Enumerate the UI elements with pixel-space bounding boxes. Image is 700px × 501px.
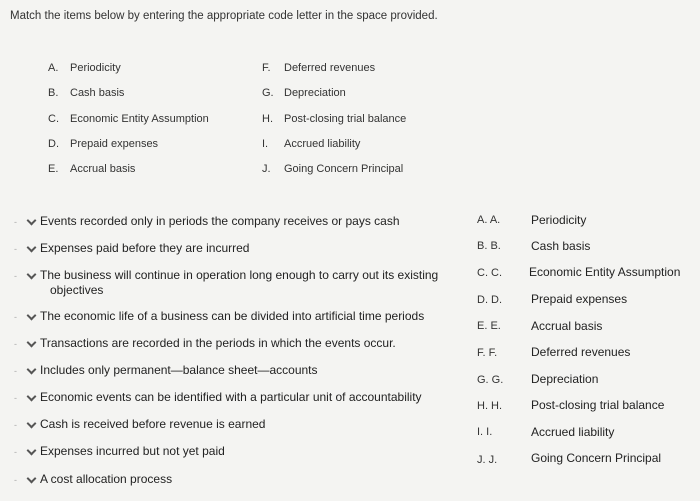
term-code: I. [262, 138, 269, 150]
answer-code: J. J. [477, 454, 498, 466]
chevron-down-icon [27, 364, 37, 374]
answer-code: A. A. [477, 214, 501, 226]
answer-description: Deferred revenues [531, 345, 631, 359]
answer-code: H. H. [477, 400, 503, 412]
statement-text: The business will continue in operation long enough to carry out its existing [40, 268, 439, 282]
answer-code: I. I. [477, 426, 493, 438]
answer-description: Post-closing trial balance [531, 398, 665, 412]
chevron-down-icon [27, 215, 37, 225]
answer-dropdown[interactable]: - [14, 365, 38, 377]
statement-row-8 [14, 417, 265, 431]
answer-dropdown[interactable]: - [14, 311, 38, 323]
statement-text: The economic life of a business can be divided into artificial time periods [40, 309, 425, 323]
chevron-down-icon [27, 445, 37, 455]
term-a [48, 62, 121, 74]
term-code: H. [262, 113, 273, 125]
statement-row-5 [14, 336, 396, 350]
answer-description: Periodicity [531, 213, 587, 227]
term-code: D. [48, 138, 59, 150]
term-label: Going Concern Principal [284, 163, 404, 175]
instructions: Match the items below by entering the appropriate code letter in the space provided. [10, 10, 438, 22]
answer-code: F. F. [477, 347, 498, 359]
answer-description: Accrual basis [531, 319, 603, 333]
term-j [262, 163, 403, 175]
term-label: Post-closing trial balance [284, 113, 407, 125]
term-b [48, 87, 124, 99]
term-label: Prepaid expenses [70, 138, 159, 150]
answer-description: Cash basis [531, 239, 591, 253]
answer-dropdown[interactable]: - [14, 243, 38, 255]
term-g [262, 87, 346, 99]
chevron-down-icon [27, 337, 37, 347]
term-label: Deferred revenues [284, 62, 376, 74]
statement-text: Expenses paid before they are incurred [40, 241, 250, 255]
term-code: A. [48, 62, 59, 74]
answer-code: E. E. [477, 320, 501, 332]
answer-code: G. G. [477, 374, 504, 386]
answer-dropdown[interactable]: - [14, 446, 38, 458]
term-label: Periodicity [70, 62, 121, 74]
term-code: G. [262, 87, 274, 99]
answer-dropdown[interactable]: - [14, 474, 38, 486]
term-label: Accrued liability [284, 138, 361, 150]
statement-text: Expenses incurred but not yet paid [40, 444, 225, 458]
statement-row-1 [14, 214, 400, 228]
term-f [262, 62, 375, 74]
chevron-down-icon [27, 310, 37, 320]
answer-code: D. D. [477, 294, 503, 306]
term-i [262, 138, 360, 150]
chevron-down-icon [27, 418, 37, 428]
statement-row-4 [14, 309, 424, 323]
term-label: Economic Entity Assumption [70, 113, 209, 125]
statement-row-9 [14, 444, 225, 458]
term-code: E. [48, 163, 59, 175]
answer-dropdown[interactable]: - [14, 270, 38, 282]
answer-dropdown[interactable]: - [14, 216, 38, 228]
statement-row-6 [14, 363, 318, 377]
term-code: F. [262, 62, 271, 74]
statement-text: Cash is received before revenue is earned [40, 417, 266, 431]
answer-dropdown[interactable]: - [14, 419, 38, 431]
chevron-down-icon [27, 269, 37, 279]
term-code: B. [48, 87, 59, 99]
statement-text-wrap: objectives [50, 283, 104, 297]
answer-dropdown[interactable]: - [14, 338, 38, 350]
term-h [262, 113, 406, 125]
chevron-down-icon [27, 473, 37, 483]
statement-row-10 [14, 472, 172, 486]
term-label: Cash basis [70, 87, 125, 99]
answer-description: Depreciation [531, 372, 599, 386]
chevron-down-icon [27, 391, 37, 401]
statement-text: Events recorded only in periods the company receives or pays cash [40, 214, 400, 228]
term-code: J. [262, 163, 271, 175]
term-label: Depreciation [284, 87, 346, 99]
answer-dropdown[interactable]: - [14, 392, 38, 404]
answer-description: Accrued liability [531, 425, 615, 439]
term-d [48, 138, 158, 150]
statement-row-3 [14, 268, 438, 282]
statement-row-2 [14, 241, 249, 255]
statement-text: Transactions are recorded in the periods in which the events occur. [40, 336, 396, 350]
statement-text: Economic events can be identified with a particular unit of accountability [40, 390, 422, 404]
answer-description: Going Concern Principal [531, 451, 662, 465]
answer-description: Prepaid expenses [531, 292, 628, 306]
term-code: C. [48, 113, 59, 125]
answer-description: Economic Entity Assumption [529, 265, 681, 279]
answer-code: C. C. [477, 267, 503, 279]
term-c [48, 113, 209, 125]
answer-code: B. B. [477, 240, 501, 252]
term-e [48, 163, 135, 175]
term-label: Accrual basis [70, 163, 136, 175]
statement-text: A cost allocation process [40, 472, 173, 486]
statement-text: Includes only permanent—balance sheet—accounts [40, 363, 318, 377]
statement-row-7 [14, 390, 422, 404]
chevron-down-icon [27, 242, 37, 252]
